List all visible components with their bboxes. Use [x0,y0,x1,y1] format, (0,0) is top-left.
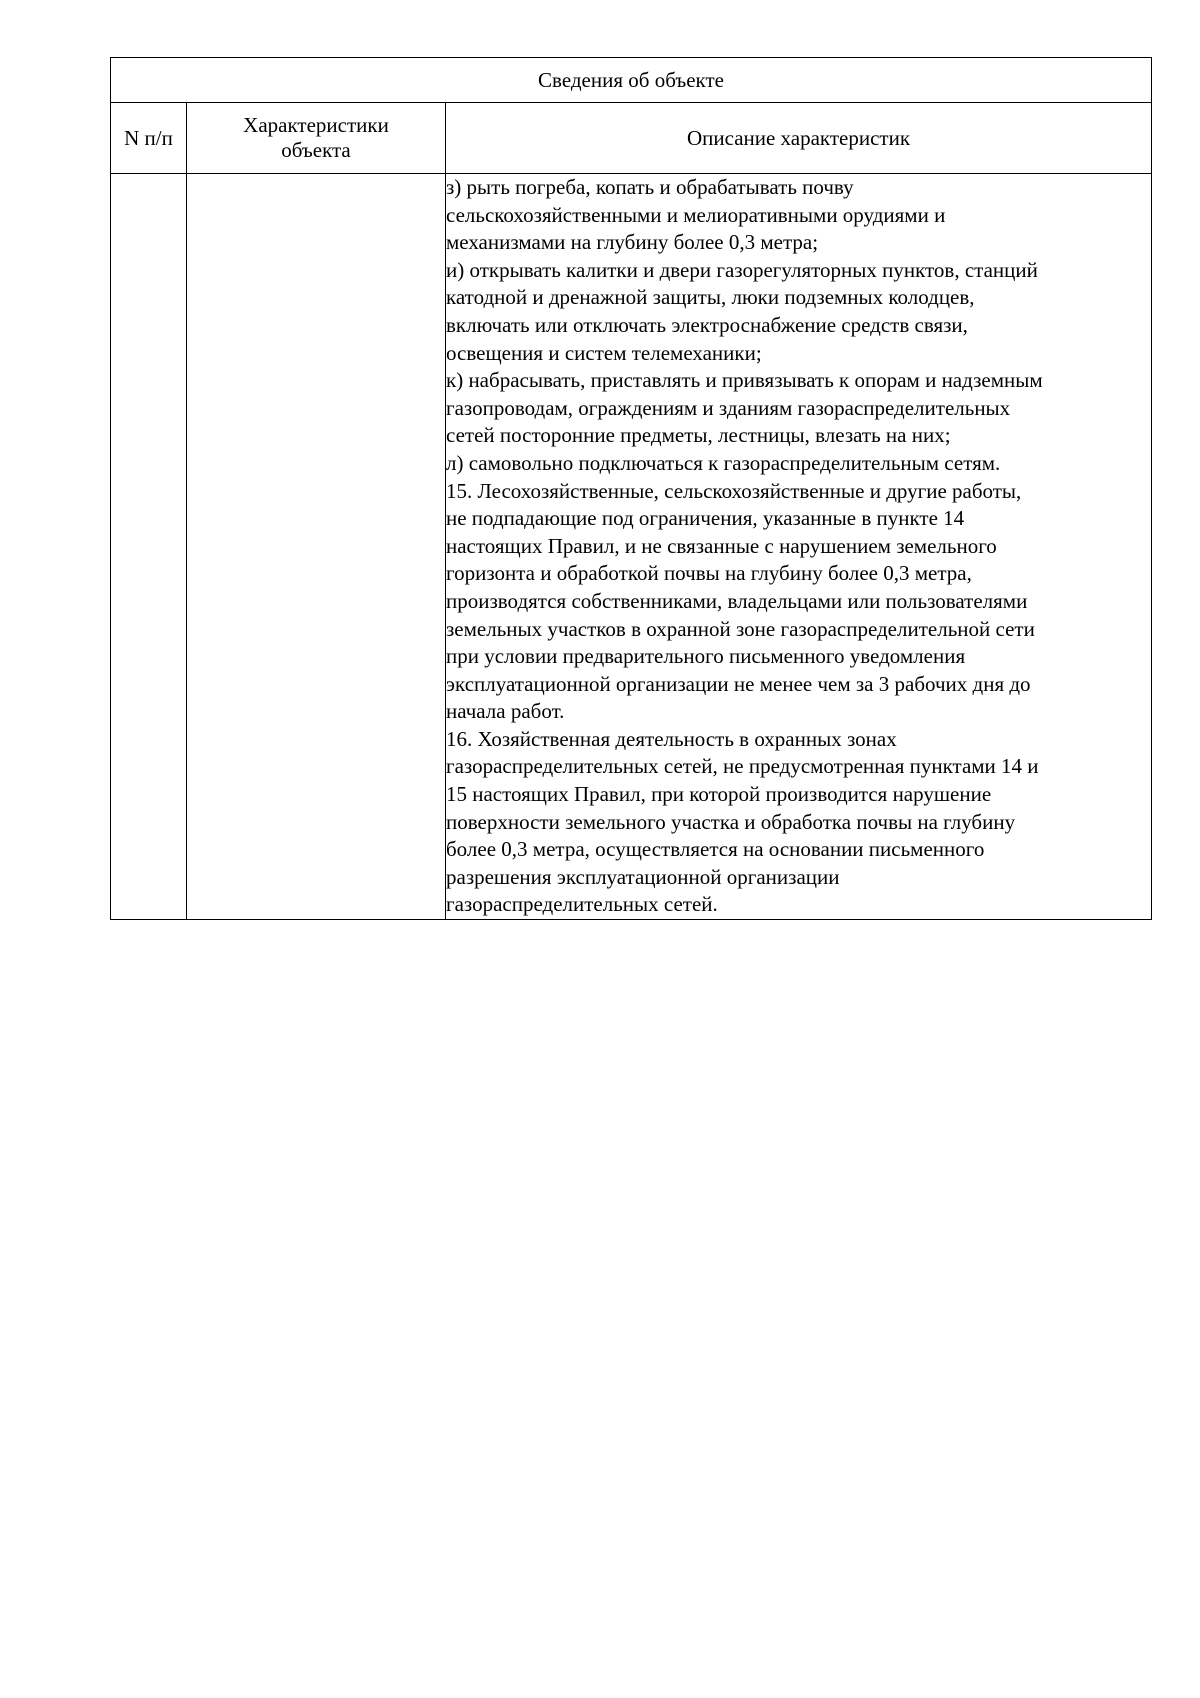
description-line: газораспределительных сетей, не предусмотренная пунктами 14 и [446,754,1039,779]
description-line: земельных участков в охранной зоне газораспределительной сети [446,616,1035,641]
description-line: и) открывать калитки и двери газорегуляторных пунктов, станций [446,257,1038,282]
description-line: освещения и систем телемеханики; [446,340,762,365]
table-caption: Сведения об объекте [111,58,1152,103]
row-number-cell [111,174,187,920]
table-header-row [111,103,1152,174]
description-line: з) рыть погреба, копать и обрабатывать почву [446,175,854,199]
description-line: механизмами на глубину более 0,3 метра; [446,230,819,255]
description-line: начала работ. [446,699,565,724]
description-line: более 0,3 метра, осуществляется на основании письменного [446,837,985,862]
row-characteristics-cell [187,174,446,920]
description-line: к) набрасывать, приставлять и привязывать к опорам и надземным [446,368,1043,393]
description-line: горизонта и обработкой почвы на глубину более 0,3 метра, [446,561,972,586]
header-characteristics [187,103,446,174]
description-line: катодной и дренажной защиты, люки подземных колодцев, [446,285,975,310]
description-line: не подпадающие под ограничения, указанные в пункте 14 [446,506,965,531]
description-line: газораспределительных сетей. [446,892,718,917]
description-line: 15 настоящих Правил, при которой производится нарушение [446,782,992,807]
header-description: Описание характеристик [446,103,1152,174]
description-line: разрешения эксплуатационной организации [446,864,840,889]
description-line: настоящих Правил, и не связанные с нарушением земельного [446,533,997,558]
table-row [111,174,1152,920]
description-line: включать или отключать электроснабжение средств связи, [446,312,968,337]
description-line: 15. Лесохозяйственные, сельскохозяйственные и другие работы, [446,478,1022,503]
row-description-cell [446,174,1152,920]
description-line: эксплуатационной организации не менее чем за 3 рабочих дня до [446,671,1031,696]
table-caption-row [111,58,1152,103]
description-line: поверхности земельного участка и обработка почвы на глубину [446,809,1016,834]
description-line: сетей посторонние предметы, лестницы, влезать на них; [446,423,951,448]
description-line: 16. Хозяйственная деятельность в охранных зонах [446,726,897,751]
header-number: N п/п [111,103,187,174]
description-line: л) самовольно подключаться к газораспределительным сетям. [446,450,1001,475]
description-line: производятся собственниками, владельцами или пользователями [446,588,1028,613]
description-line: сельскохозяйственными и мелиоративными орудиями и [446,202,946,227]
description-line: при условии предварительного письменного уведомления [446,644,966,669]
header-characteristics-label: Характеристики объекта [243,113,389,162]
object-info-table [110,57,1152,920]
description-line: газопроводам, ограждениям и зданиям газораспределительных [446,395,1011,420]
